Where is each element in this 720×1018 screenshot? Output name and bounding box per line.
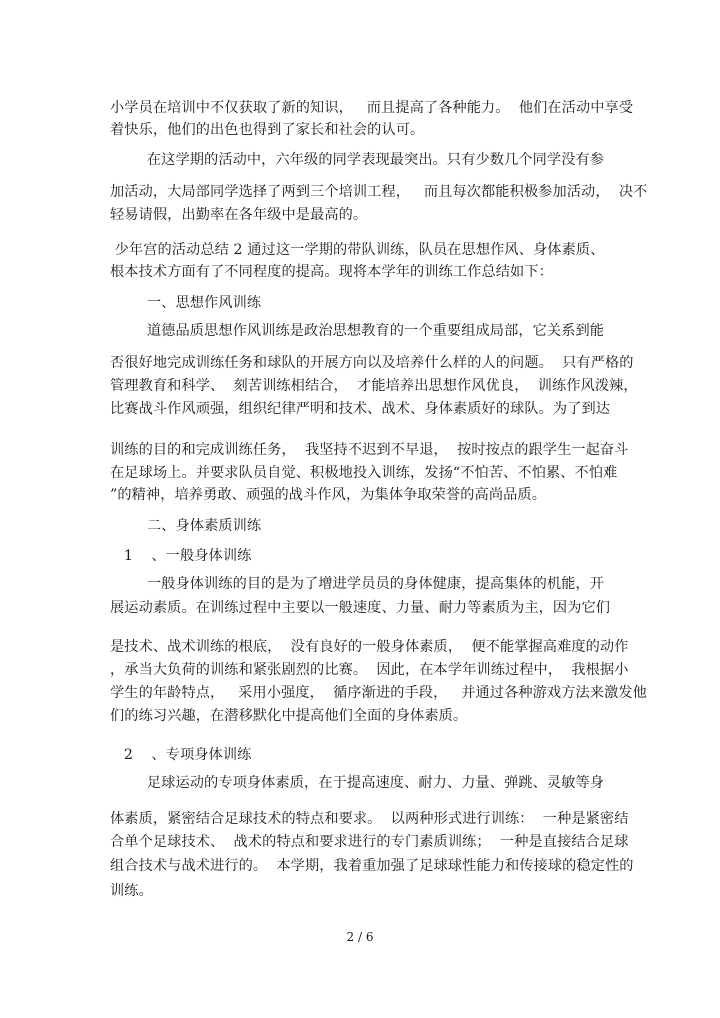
text-line: 是技术、战术训练的根底， 没有良好的一般身体素质， 便不能掌握高难度的动作 — [110, 639, 629, 655]
section-heading: 一、思想作风训练 — [110, 295, 262, 311]
text-line: 比赛战斗作风顽强，组织纪律严明和技术、战术、身体素质好的球队。为了到达 — [110, 401, 611, 417]
text-line: 加活动，大局部同学选择了两到三个培训工程， 而且每次都能积极参加活动， 决不 — [110, 184, 648, 200]
text-line: 小学员在培训中不仅获取了新的知识， 而且提高了各种能力。 他们在活动中享受 — [110, 100, 634, 116]
text-line: 合单个足球技术、 战术的特点和要求进行的专门素质训练； 一种是直接结合足球 — [110, 834, 629, 850]
subsection-heading: 1 、一般身体训练 — [110, 548, 252, 564]
text-line: 学生的年龄特点， 采用小强度， 循序渐进的手段， 并通过各种游戏方法来激发他 — [110, 685, 647, 701]
text-line: 训练的目的和完成训练任务， 我坚持不迟到不早退， 按时按点的跟学生一起奋斗 — [110, 442, 629, 458]
text-line: ，承当大负荷的训练和紧张剧烈的比赛。 因此，在本学年训练过程中， 我根据小 — [110, 662, 629, 678]
text-line: 轻易请假，出勤率在各年级中是最高的。 — [110, 207, 368, 223]
text-line: 在这学期的活动中，六年级的同学表现最突出。只有少数几个同学没有参 — [110, 152, 605, 168]
text-line: ”的精神，培养勇敢、顽强的战斗作风，为集体争取荣誉的高尚品质。 — [110, 487, 546, 503]
text-line: 道德品质思想作风训练是政治思想教育的一个重要组成局部，它关系到能 — [110, 323, 605, 339]
text-line: 训练。 — [110, 883, 153, 899]
text-line: 展运动素质。在训练过程中主要以一般速度、力量、耐力等素质为主，因为它们 — [110, 600, 611, 616]
text-line: 根本技术方面有了不同程度的提高。现将本学年的训练工作总结如下： — [110, 264, 553, 280]
text-line: 管理教育和科学、 刻苦训练相结合， 才能培养出思想作风优良， 训练作风泼辣， — [110, 378, 638, 394]
text-line: 一般身体训练的目的是为了增进学员员的身体健康，提高集体的机能，开 — [110, 576, 605, 592]
text-line: 足球运动的专项身体素质，在于提高速度、耐力、力量、弹跳、灵敏等身 — [110, 775, 605, 791]
section-heading: 二、身体素质训练 — [110, 518, 262, 534]
page-number: 2 / 6 — [346, 930, 374, 944]
text-line: 否很好地完成训练任务和球队的开展方向以及培养什么样的人的问题。 只有严格的 — [110, 355, 634, 371]
text-line: 们的练习兴趣，在潜移默化中提高他们全面的身体素质。 — [110, 708, 468, 724]
subsection-heading: 2 、专项身体训练 — [110, 747, 252, 763]
text-line: 在足球场上。并要求队员自觉、积极地投入训练，发扬“不怕苦、不怕累、不怕难 — [110, 465, 618, 481]
text-line: 体素质，紧密结合足球技术的特点和要求。 以两种形式进行训练： 一种是紧密结 — [110, 811, 629, 827]
text-line: 着快乐，他们的出色也得到了家长和社会的认可。 — [110, 122, 425, 138]
text-line: 组合技术与战术进行的。 本学期，我着重加强了足球球性能力和传接球的稳定性的 — [110, 858, 634, 874]
text-line: 少年宫的活动总结 2 通过这一学期的带队训练，队员在思想作风、身体素质、 — [110, 242, 605, 258]
